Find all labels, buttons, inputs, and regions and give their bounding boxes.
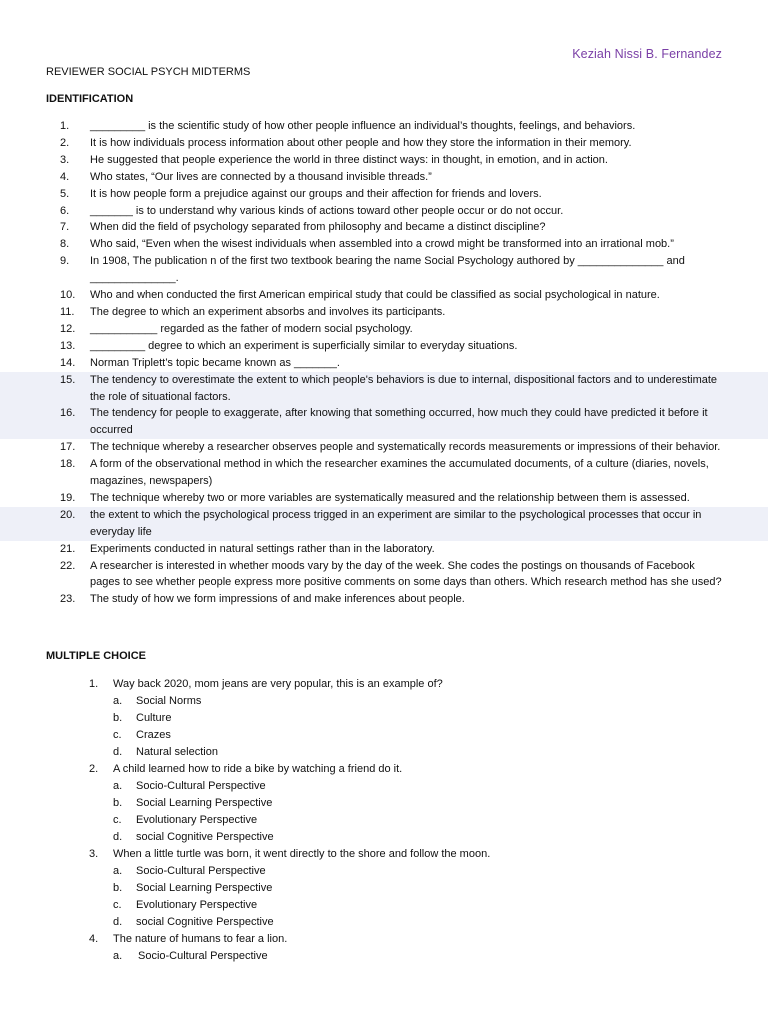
option-letter: d.: [113, 746, 123, 758]
option-text: Socio-Cultural Perspective: [136, 865, 266, 877]
item-text: _________ degree to which an experiment is superficially similar to everyday situations.: [90, 339, 518, 352]
item-number: 3.: [60, 153, 70, 166]
item-text: _________ is the scientific study of how other people influence an individual’s thoughts, feelings, and behaviors.: [90, 120, 636, 132]
list-item: [0, 236, 768, 253]
item-number: 14.: [60, 356, 76, 369]
answer-option: [0, 863, 768, 880]
question: [0, 931, 768, 948]
answer-option: [0, 914, 768, 931]
question-text: A child learned how to ride a bike by watching a friend do it.: [113, 763, 403, 775]
item-text: The degree to which an experiment absorbs and involves its participants.: [90, 305, 446, 318]
item-text: Experiments conducted in natural settings rather than in the laboratory.: [90, 542, 435, 555]
item-text: The tendency for people to exaggerate, after knowing that something occurred, how much they could have predicted it before it occurred: [90, 407, 708, 437]
item-text: A form of the observational method in which the researcher examines the accumulated documents, of a culture (diaries, novels, magazines, newspapers): [90, 458, 709, 488]
option-letter: c.: [113, 899, 122, 911]
item-number: 6.: [60, 204, 70, 217]
question-text: When a little turtle was born, it went directly to the shore and follow the moon.: [113, 848, 491, 860]
item-text: Who and when conducted the first American empirical study that could be classified as social psychological in nature.: [90, 289, 660, 302]
option-text: Socio-Cultural Perspective: [138, 950, 268, 962]
item-text: Norman Triplett’s topic became known as _______.: [90, 356, 340, 369]
list-item-highlighted: [0, 507, 768, 541]
item-number: 22.: [60, 559, 76, 572]
list-item: [0, 558, 768, 592]
question-text: The nature of humans to fear a lion.: [113, 933, 288, 945]
option-text: Social Learning Perspective: [136, 797, 273, 809]
answer-option: [0, 948, 768, 965]
option-text: social Cognitive Perspective: [136, 831, 274, 843]
list-item: [0, 219, 768, 236]
question-number: 2.: [89, 763, 99, 775]
item-text: The tendency to overestimate the extent to which people's behaviors is due to internal, dispositional factors and to underestimate the role of situational factors.: [90, 373, 718, 403]
multiple-choice-list: [0, 676, 768, 965]
list-item: [0, 118, 768, 135]
item-text: The technique whereby a researcher observes people and systematically records measurements or impressions of their behavior.: [90, 441, 721, 454]
option-letter: b.: [113, 797, 123, 809]
option-letter: b.: [113, 712, 123, 724]
list-item: [0, 355, 768, 372]
list-item: [0, 456, 768, 490]
item-number: 21.: [60, 542, 76, 555]
option-text: Social Norms: [136, 695, 202, 707]
identification-heading: IDENTIFICATION: [46, 93, 134, 105]
item-number: 10.: [60, 289, 76, 302]
item-text: It is how people form a prejudice against our groups and their affection for friends and lovers.: [90, 187, 542, 200]
answer-option: [0, 829, 768, 846]
multiple-choice-heading: MULTIPLE CHOICE: [46, 650, 147, 662]
item-number: 20.: [60, 508, 76, 521]
answer-option: [0, 897, 768, 914]
option-letter: a.: [113, 950, 123, 962]
item-text: It is how individuals process information about other people and how they store the information in their memory.: [90, 136, 632, 149]
item-text: Who states, “Our lives are connected by a thousand invisible threads.”: [90, 170, 432, 183]
identification-list: [0, 118, 768, 608]
item-text: the extent to which the psychological process trigged in an experiment are similar to the psychological processes that occur in everyday life: [90, 508, 702, 538]
item-number: 18.: [60, 458, 76, 471]
answer-option: [0, 710, 768, 727]
item-number: 17.: [60, 441, 76, 454]
item-number: 23.: [60, 593, 76, 606]
list-item: [0, 304, 768, 321]
item-number: 4.: [60, 170, 70, 183]
item-number: 13.: [60, 339, 76, 352]
list-item: [0, 541, 768, 558]
option-text: Culture: [136, 712, 172, 724]
option-text: Socio-Cultural Perspective: [136, 780, 266, 792]
option-letter: b.: [113, 882, 123, 894]
author-name: Keziah Nissi B. Fernandez: [572, 47, 722, 61]
question-number: 4.: [89, 933, 99, 945]
item-number: 2.: [60, 136, 70, 149]
item-number: 12.: [60, 322, 76, 335]
list-item-highlighted: [0, 405, 768, 439]
option-letter: d.: [113, 916, 123, 928]
option-letter: a.: [113, 780, 123, 792]
item-text: When did the field of psychology separated from philosophy and became a distinct discipline?: [90, 221, 546, 234]
item-text: The technique whereby two or more variables are systematically measured and the relationship between them is assessed.: [90, 491, 690, 504]
item-number: 11.: [60, 305, 75, 318]
item-number: 16.: [60, 407, 76, 420]
item-text: _______ is to understand why various kinds of actions toward other people occur or do not occur.: [90, 204, 564, 217]
list-item: [0, 186, 768, 203]
answer-option: [0, 880, 768, 897]
question-number: 3.: [89, 848, 99, 860]
list-item-highlighted: [0, 372, 768, 406]
question-number: 1.: [89, 678, 99, 690]
option-text: Evolutionary Perspective: [136, 899, 258, 911]
option-text: social Cognitive Perspective: [136, 916, 274, 928]
list-item: [0, 321, 768, 338]
option-text: Social Learning Perspective: [136, 882, 273, 894]
item-number: 19.: [60, 491, 76, 504]
item-number: 15.: [60, 373, 76, 386]
list-item: [0, 135, 768, 152]
document-title: REVIEWER SOCIAL PSYCH MIDTERMS: [46, 66, 251, 78]
list-item: [0, 152, 768, 169]
item-text: In 1908, The publication n of the first two textbook bearing the name Social Psychology authored by ______________ and ______________.: [90, 255, 685, 285]
option-letter: d.: [113, 831, 123, 843]
option-text: Evolutionary Perspective: [136, 814, 258, 826]
item-text: He suggested that people experience the world in three distinct ways: in thought, in emotion, and in action.: [90, 153, 608, 166]
answer-option: [0, 744, 768, 761]
item-text: A researcher is interested in whether moods vary by the day of the week. She codes the postings on thousands of Facebook pages to see whether people express more positive comments on some days than others. Which research method has she used?: [90, 559, 722, 589]
option-text: Crazes: [136, 729, 171, 741]
answer-option: [0, 727, 768, 744]
answer-option: [0, 795, 768, 812]
list-item: [0, 490, 768, 507]
list-item: [0, 169, 768, 186]
question: [0, 676, 768, 693]
item-text: ___________ regarded as the father of modern social psychology.: [90, 322, 413, 335]
item-number: 5.: [60, 187, 70, 200]
option-letter: c.: [113, 729, 122, 741]
item-text: Who said, “Even when the wisest individuals when assembled into a crowd might be transformed into an irrational mob.”: [90, 238, 674, 251]
list-item: [0, 338, 768, 355]
list-item: [0, 591, 768, 608]
item-number: 8.: [60, 238, 70, 251]
answer-option: [0, 778, 768, 795]
answer-option: [0, 812, 768, 829]
option-letter: a.: [113, 865, 123, 877]
question: [0, 846, 768, 863]
question: [0, 761, 768, 778]
item-number: 9.: [60, 255, 70, 268]
item-number: 1.: [60, 120, 70, 132]
question-text: Way back 2020, mom jeans are very popular, this is an example of?: [113, 678, 443, 690]
option-letter: a.: [113, 695, 123, 707]
list-item: [0, 439, 768, 456]
answer-option: [0, 693, 768, 710]
option-text: Natural selection: [136, 746, 218, 758]
item-number: 7.: [60, 221, 70, 234]
list-item: [0, 253, 768, 287]
list-item: [0, 203, 768, 220]
item-text: The study of how we form impressions of and make inferences about people.: [90, 593, 465, 606]
list-item: [0, 287, 768, 304]
option-letter: c.: [113, 814, 122, 826]
